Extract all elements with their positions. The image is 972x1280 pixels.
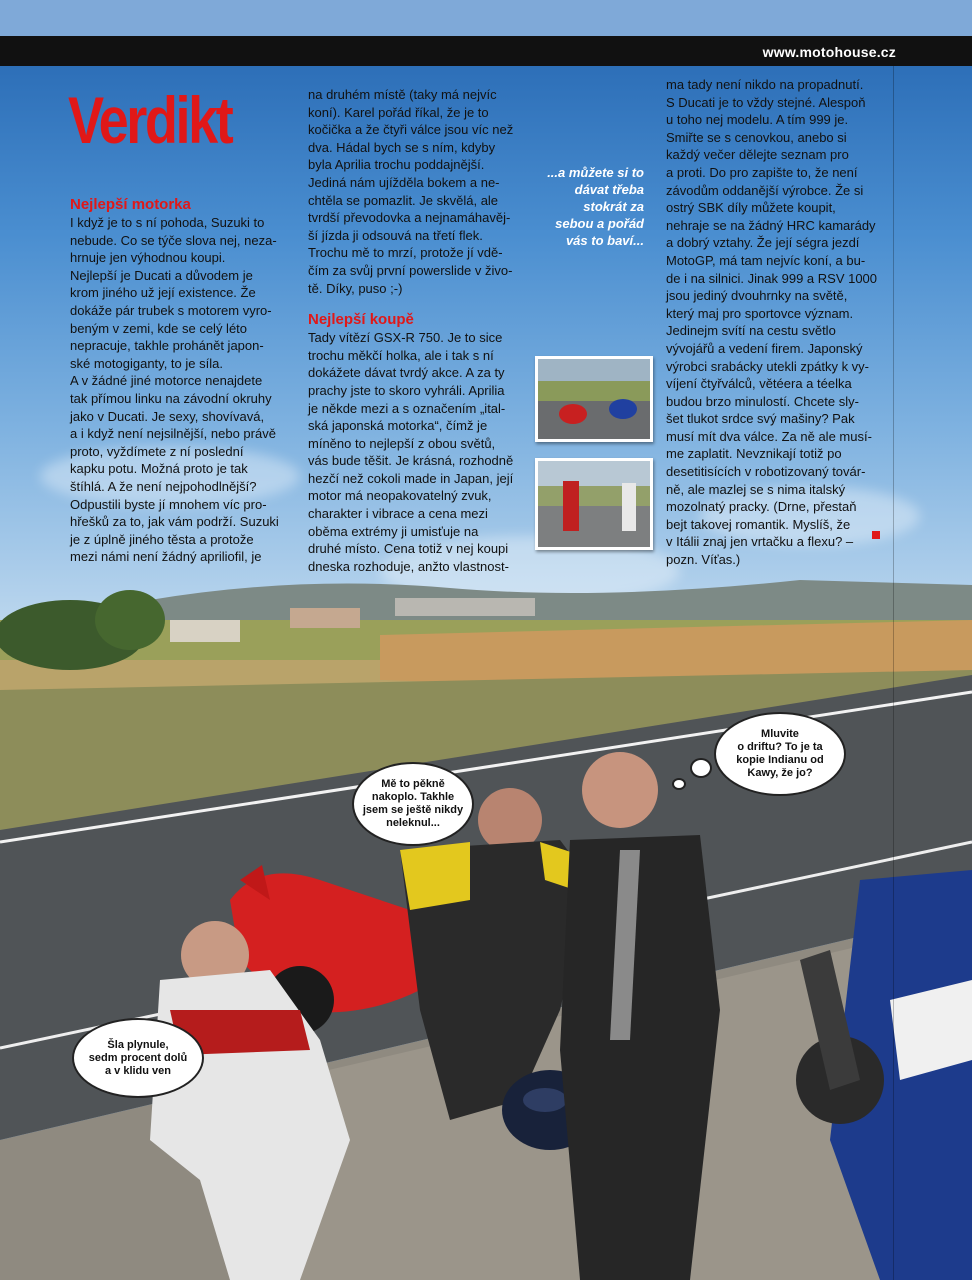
text-line: trochu měkčí holka, ale i tak s ní bbox=[308, 347, 494, 363]
text-line: prachy jste to skoro vyhráli. Aprilia bbox=[308, 382, 505, 398]
text-line: na druhém místě (taky má nejvíc bbox=[308, 87, 497, 102]
text-line: a proti. Do pro zapište to, že není bbox=[666, 164, 858, 180]
text-line: charakter i vibrace a cena mezi bbox=[308, 506, 488, 522]
text-line: míněno to nejlepší z obou světů, bbox=[308, 435, 496, 451]
text-line: dneska rozhoduje, anžto vlastnost- bbox=[308, 558, 509, 574]
text-line: ma tady není nikdo na propadnutí. bbox=[666, 77, 864, 92]
text-line: Trochu mě to mrzí, protože jí vdě- bbox=[308, 245, 503, 261]
pull-quote-line: ...a můžete si to bbox=[547, 165, 644, 180]
text-line: koní). Karel pořád říkal, že je to bbox=[308, 104, 489, 120]
text-line: jsou jediný dvouhrnky na světě, bbox=[666, 288, 848, 304]
text-line: a dobrý vztahy. Že její ségra jezdí bbox=[666, 235, 860, 251]
text-line: budou brzo minulostí. Chcete sly- bbox=[666, 393, 859, 409]
thought-dot-small bbox=[672, 778, 686, 790]
text-line: kočička a že čtyři válce jsou víc než bbox=[308, 122, 514, 138]
thought-dot-large bbox=[690, 758, 712, 778]
text-line: hezčí než cokoli made in Japan, její bbox=[308, 470, 514, 486]
text-line: nehraje se na žádný HRC kamarády bbox=[666, 217, 876, 233]
bubble-line: a v klidu ven bbox=[104, 1064, 172, 1077]
text-line: Smiřte se s cenovkou, anebo si bbox=[666, 129, 847, 145]
bubble-line: Šla plynule, bbox=[107, 1038, 169, 1051]
inset-photo-riding bbox=[535, 356, 653, 442]
text-line: ně, ale mazlej se s nima italský bbox=[666, 481, 846, 497]
text-line: oběma extrémy ji umisťuje na bbox=[308, 523, 479, 539]
text-line: A v žádné jiné motorce nenajdete bbox=[70, 373, 263, 389]
text-line: S Ducati je to vždy stejné. Alespoň bbox=[666, 94, 866, 110]
pull-quote-line: sebou a pořád bbox=[555, 216, 644, 231]
text-line: je z úplně jiného těsta a protože bbox=[70, 531, 254, 547]
text-line: dva. Hádal bych se s ním, kdyby bbox=[308, 139, 496, 155]
pull-quote-line: dávat třeba bbox=[574, 182, 644, 197]
text-line: chtěla se pomazlit. Je skvělá, ale bbox=[308, 192, 499, 208]
text-line: vás bude těšit. Je krásná, rozhodně bbox=[308, 453, 514, 469]
top-photo-strip bbox=[0, 0, 972, 36]
text-line: Jediná nám ujížděla bokem a ne- bbox=[308, 174, 500, 190]
bubble-line: Mluvite bbox=[761, 728, 799, 740]
text-line: de i na silnici. Jinak 999 a RSV 1000 bbox=[666, 270, 878, 286]
text-line: vývojářů a vedení firem. Japonský bbox=[666, 340, 863, 356]
text-line: byla Aprilia trochu poddajnější. bbox=[308, 157, 485, 173]
text-line: ostrý SBK díly můžete koupit, bbox=[666, 200, 836, 216]
bubble-line: sedm procent dolů bbox=[88, 1051, 188, 1064]
bubble-line: nakoplo. Takhle bbox=[371, 791, 455, 803]
text-line: každý večer dělejte seznam pro bbox=[666, 147, 849, 163]
text-line: nepracuje, takhle prohánět japon- bbox=[70, 338, 264, 354]
text-line: Nejlepší je Ducati a důvodem je bbox=[70, 267, 253, 283]
heading-best-buy: Nejlepší koupě bbox=[308, 311, 414, 329]
text-line: tvrdší převodovka a nejnamáhavěj- bbox=[308, 210, 511, 226]
text-line: u toho nej modelu. A tím 999 je. bbox=[666, 112, 849, 128]
text-line: který maj pro sportovce význam. bbox=[666, 305, 854, 321]
text-line: závodům oddanější výrobce. Že si bbox=[666, 182, 864, 198]
heading-best-bike: Nejlepší motorka bbox=[70, 196, 191, 213]
speech-bubble-right bbox=[714, 712, 846, 796]
column-2 bbox=[308, 86, 530, 575]
text-line: hřešků za to, jak vám podrží. Suzuki bbox=[70, 514, 279, 530]
speech-bubble-middle bbox=[352, 762, 474, 846]
text-line: dokážete dávat tvrdý akce. A za ty bbox=[308, 365, 505, 381]
bubble-line: o driftu? To je ta bbox=[737, 741, 823, 753]
text-line: mozolnatý pracky. (Drne, přestaň bbox=[666, 499, 857, 515]
text-line: druhé místo. Cena totiž v nej koupi bbox=[308, 541, 509, 557]
best-bike-text bbox=[70, 214, 292, 566]
text-line: dokáže pár trubek s motorem vyro- bbox=[70, 302, 272, 318]
column-3 bbox=[666, 76, 888, 569]
ducati-text bbox=[666, 76, 888, 569]
best-buy-text bbox=[308, 329, 530, 575]
inset-photo-wheelie bbox=[535, 458, 653, 550]
column-divider bbox=[893, 66, 894, 1280]
column-1 bbox=[70, 196, 292, 566]
text-line: mezi námi není žádný apriliofil, je bbox=[70, 549, 262, 565]
bubble-line: jsem se ještě nikdy bbox=[362, 804, 464, 816]
text-line: hrnuje jen výhodnou koupi. bbox=[70, 250, 226, 266]
text-line: bejt takovej romantik. Myslíš, že bbox=[666, 516, 851, 532]
text-line: ší jízda ji odsouvá na třetí flek. bbox=[308, 227, 483, 243]
page-title: Verdikt bbox=[68, 83, 232, 157]
text-line: nebude. Co se týče slova nej, neza- bbox=[70, 232, 277, 248]
text-line: víjení čtyřválců, větéera a téelka bbox=[666, 376, 852, 392]
text-line: tě. Díky, puso ;-) bbox=[308, 280, 403, 296]
text-line: Jedinejm svítí na cestu světlo bbox=[666, 323, 836, 339]
text-line: I když je to s ní pohoda, Suzuki to bbox=[70, 215, 265, 230]
pull-quote bbox=[536, 164, 644, 249]
text-line: a i když není nejsilnější, nebo právě bbox=[70, 426, 276, 442]
aprilia-text bbox=[308, 86, 530, 297]
bubble-line: Kawy, že jo? bbox=[747, 767, 813, 779]
text-line: čím za svůj první powerslide v živo- bbox=[308, 262, 513, 278]
text-line: pozn. Víťas.) bbox=[666, 552, 741, 568]
text-line: proto, vyždímete z ní poslední bbox=[70, 443, 244, 459]
bubble-line: neleknul... bbox=[386, 817, 440, 829]
text-line: tak přímou linku na závodní okruhy bbox=[70, 390, 272, 406]
bubble-line: Mě to pěkně bbox=[381, 778, 445, 790]
text-line: jako v Ducati. Je sexy, shovívavá, bbox=[70, 408, 265, 424]
text-line: krom jiného už její existence. Že bbox=[70, 285, 256, 301]
text-line: je někde mezi a s označením „ital- bbox=[308, 400, 506, 416]
text-line: šet tlukot srdce svý mašiny? Pak bbox=[666, 411, 855, 427]
riders-photo bbox=[0, 580, 972, 1280]
text-line: v Itálii znaj jen vrtačku a flexu? – bbox=[666, 534, 854, 550]
text-line: desetitisících v robotizovaný továr- bbox=[666, 464, 866, 480]
text-line: štíhlá. A že není nejpohodlnější? bbox=[70, 478, 257, 494]
text-line: Tady vítězí GSX-R 750. Je to sice bbox=[308, 330, 503, 346]
text-line: ská japonská motorka“, čímž je bbox=[308, 418, 488, 434]
bubble-line: kopie Indianu od bbox=[736, 754, 824, 766]
speech-bubble-left bbox=[72, 1018, 204, 1098]
end-mark bbox=[872, 531, 880, 539]
text-line: me zaplatit. Nevznikají totiž po bbox=[666, 446, 842, 462]
text-line: výrobci srabácky utekli zpátky k vy- bbox=[666, 358, 870, 374]
text-line: motor má neopakovatelný zvuk, bbox=[308, 488, 492, 504]
text-line: beným v zemi, kde se celý léto bbox=[70, 320, 248, 336]
pull-quote-line: stokrát za bbox=[583, 199, 644, 214]
text-line: ské motogiganty, to je síla. bbox=[70, 355, 223, 371]
website-url: www.motohouse.cz bbox=[762, 44, 896, 60]
text-line: MotoGP, má tam nejvíc koní, a bu- bbox=[666, 252, 866, 268]
text-line: kapku potu. Možná proto je tak bbox=[70, 461, 248, 477]
pull-quote-line: vás to baví... bbox=[565, 233, 644, 248]
text-line: Odpustili byste jí mnohem víc pro- bbox=[70, 496, 267, 512]
roadside-scene-illustration bbox=[0, 580, 972, 1280]
text-line: musí mít dva válce. Za ně ale musí- bbox=[666, 428, 872, 444]
